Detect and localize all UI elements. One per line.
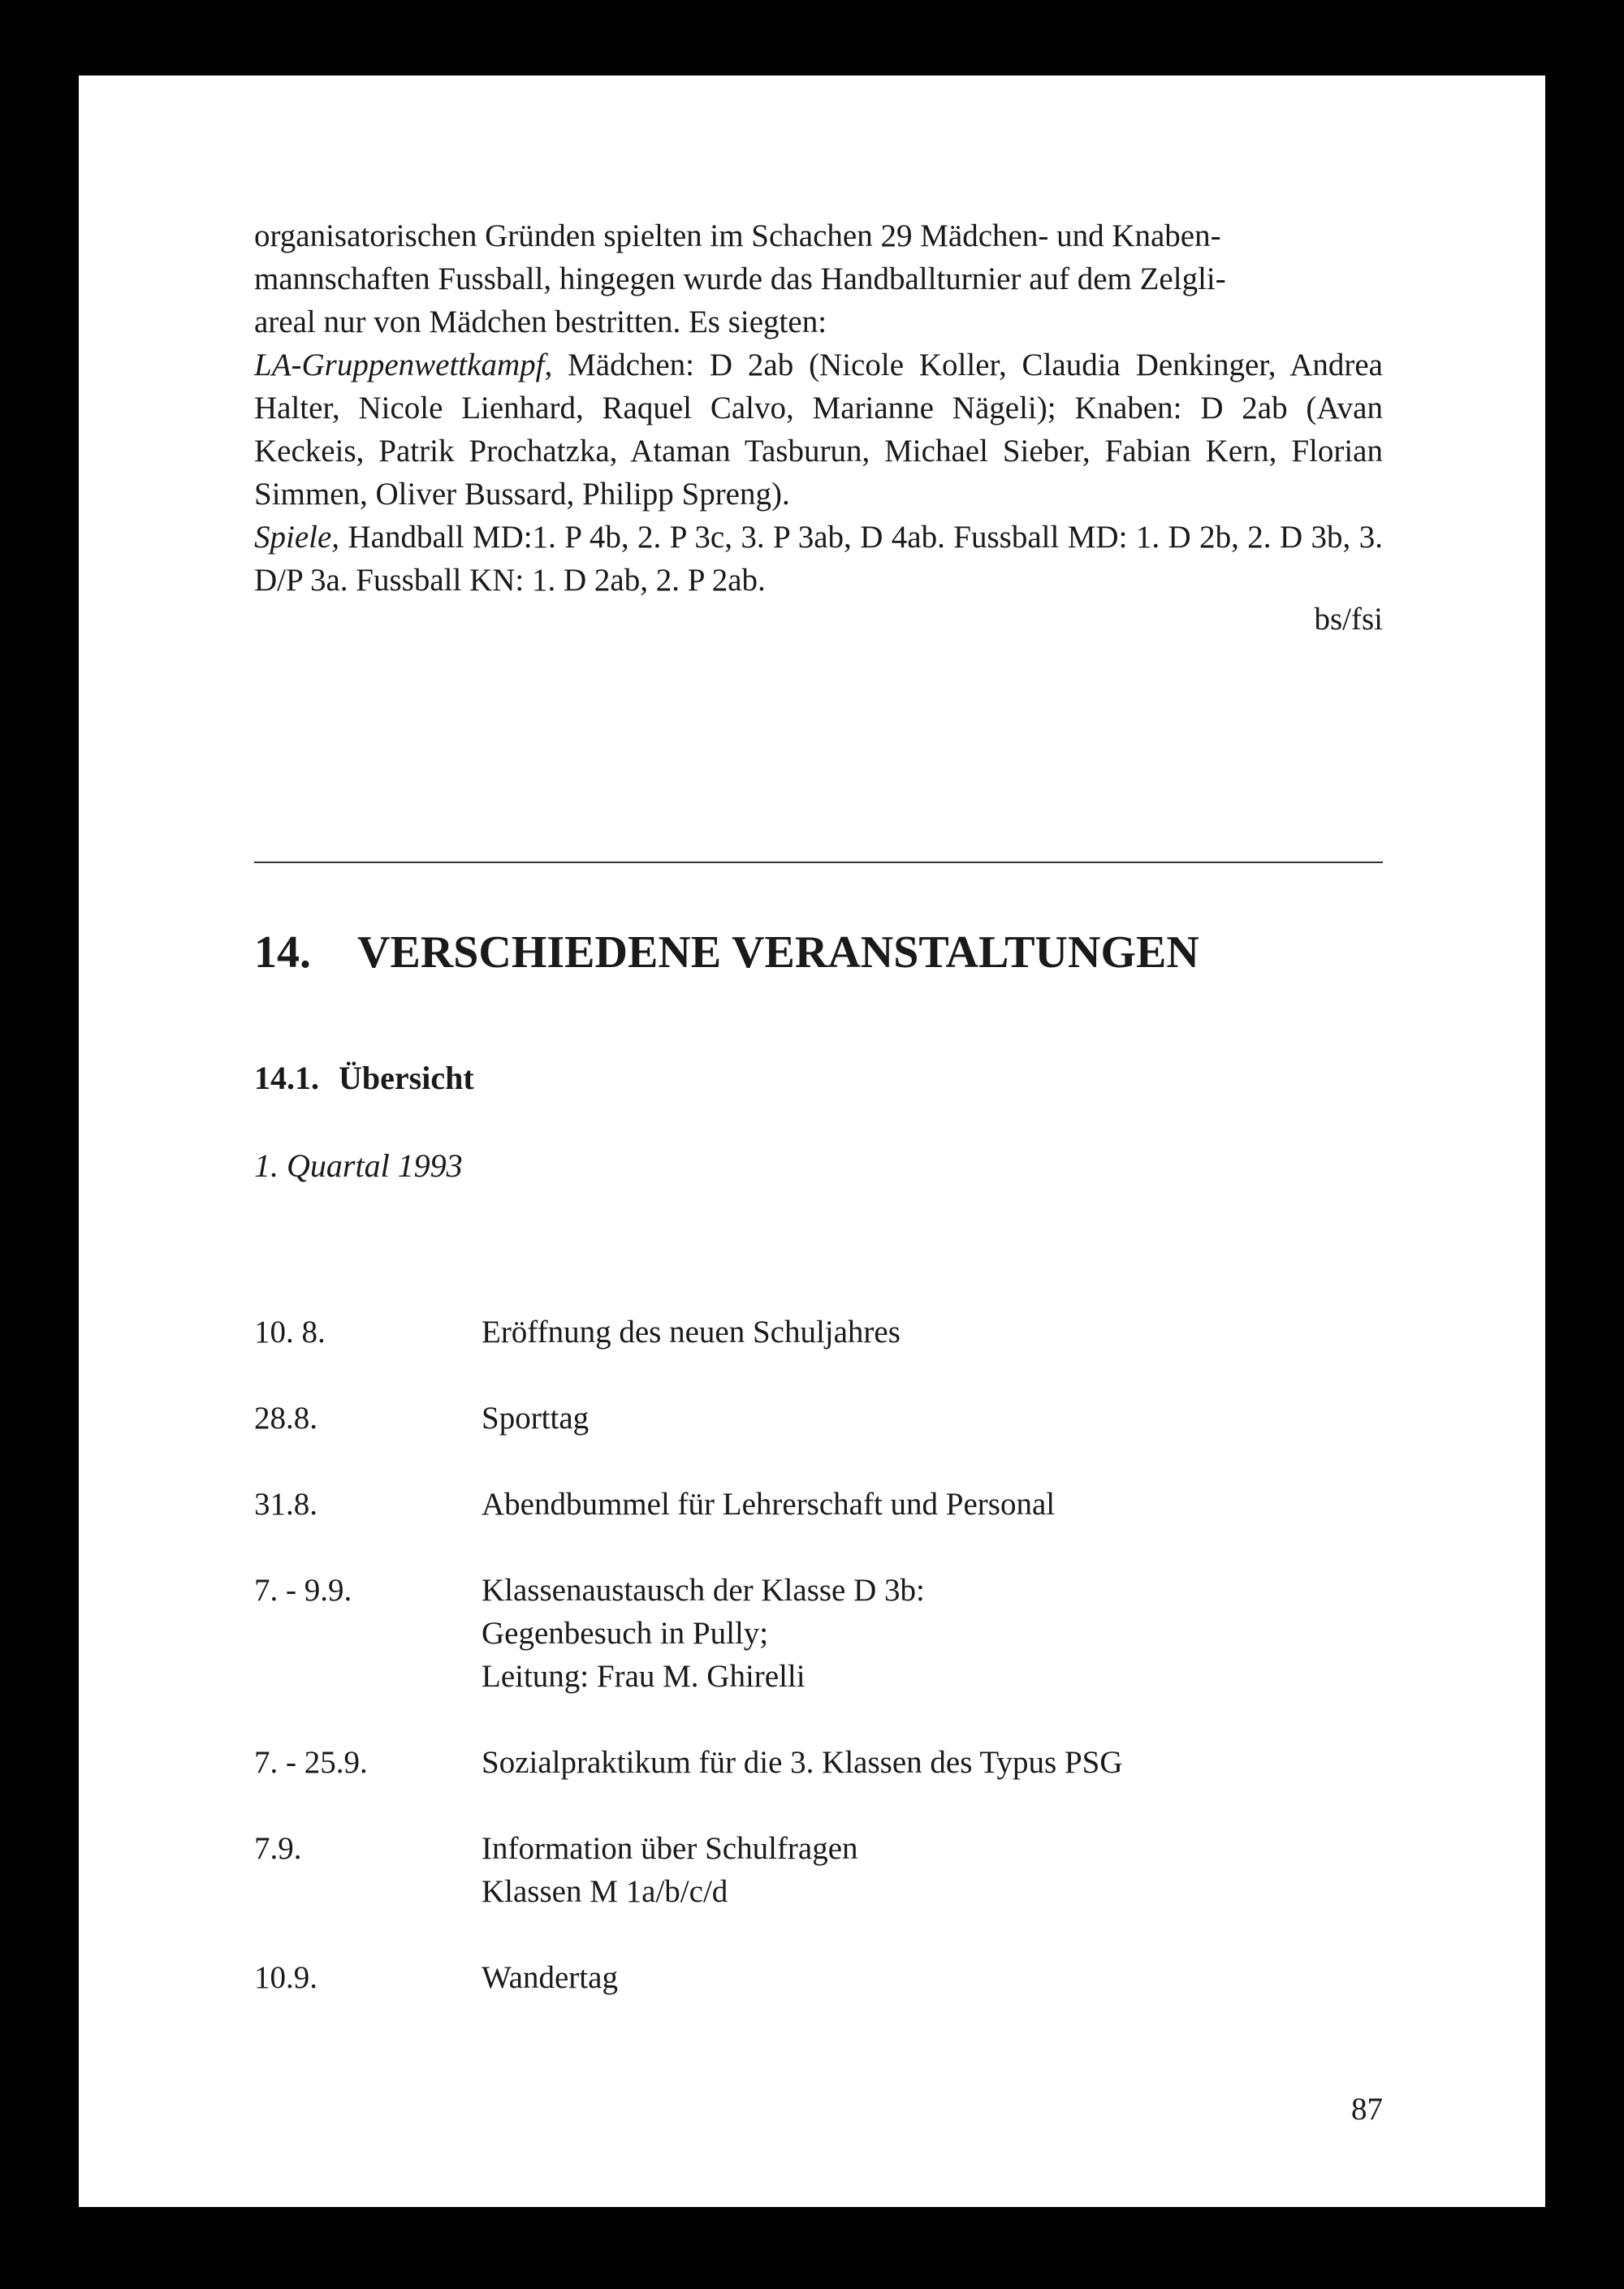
intro-line: organisatorischen Gründen spielten im Schachen 29 Mädchen- und Knaben-: [254, 218, 1221, 253]
intro-line: mannschaften Fussball, hingegen wurde das Handballturnier auf dem Zelgli-: [254, 261, 1226, 296]
chapter-title: VERSCHIEDENE VERANSTALTUNGEN: [357, 927, 1199, 978]
la-results-paragraph: [254, 343, 1383, 516]
event-line: Eröffnung des neuen Schuljahres: [482, 1315, 901, 1350]
event-description: [482, 1741, 1122, 1784]
event-description: [482, 1569, 925, 1698]
event-description: [482, 1483, 1055, 1526]
event-date: 10.9.: [254, 1960, 317, 1995]
la-label: LA-Gruppenwettkampf,: [254, 348, 553, 382]
event-description: [482, 1827, 858, 1913]
event-date: 7. - 25.9.: [254, 1745, 368, 1780]
event-description: [482, 1956, 618, 1999]
event-line: Leitung: Frau M. Ghirelli: [482, 1659, 806, 1694]
event-line: Sozialpraktikum für die 3. Klassen des Typus PSG: [482, 1745, 1123, 1780]
document-page: [79, 76, 1545, 2207]
author-signature: bs/fsi: [1314, 602, 1383, 637]
event-line: Wandertag: [482, 1960, 618, 1995]
section-title: Übersicht: [339, 1060, 474, 1096]
la-text: Mädchen: D 2ab (Nicole Koller, Claudia Denkinger, Andrea Halter, Nicole Lienhard, Raquel Calvo, Marianne Nägeli); Knaben: D 2ab (Avan Keckeis, Patrik Prochatzka, Ataman Tasburun, Michael Sieber, Fabian Kern, Florian Simmen, Oliver Bussard, Philipp Spreng).: [254, 348, 1383, 512]
intro-paragraph: [254, 214, 1383, 343]
event-line: Abendbummel für Lehrerschaft und Personal: [482, 1487, 1056, 1522]
spiele-results-paragraph: [254, 516, 1383, 602]
event-description: [482, 1397, 589, 1440]
event-date: 31.8.: [254, 1487, 317, 1522]
section-number: 14.1.: [254, 1060, 319, 1096]
event-date: 10. 8.: [254, 1315, 326, 1350]
section-heading: [254, 1058, 474, 1099]
event-line: Sporttag: [482, 1401, 590, 1436]
event-date: 7. - 9.9.: [254, 1573, 352, 1608]
spiele-label: Spiele,: [254, 520, 340, 555]
event-description: [482, 1311, 901, 1354]
event-line: Gegenbesuch in Pully;: [482, 1616, 769, 1651]
chapter-heading: [254, 926, 1199, 979]
spiele-text: Handball MD:1. P 4b, 2. P 3c, 3. P 3ab, D 4ab. Fussball MD: 1. D 2b, 2. D 3b, 3. D/P 3a. Fussball KN: 1. D 2ab, 2. P 2ab.: [254, 520, 1383, 598]
quarter-heading: 1. Quartal 1993: [254, 1147, 463, 1184]
chapter-number: 14.: [254, 927, 311, 978]
event-line: Klassen M 1a/b/c/d: [482, 1874, 728, 1909]
intro-line: areal nur von Mädchen bestritten. Es siegten:: [254, 304, 827, 339]
section-divider: [254, 862, 1383, 863]
event-line: Information über Schulfragen: [482, 1831, 858, 1866]
event-date: 7.9.: [254, 1831, 302, 1866]
event-line: Klassenaustausch der Klasse D 3b:: [482, 1573, 925, 1608]
page-number: 87: [1351, 2092, 1383, 2127]
event-date: 28.8.: [254, 1401, 317, 1436]
